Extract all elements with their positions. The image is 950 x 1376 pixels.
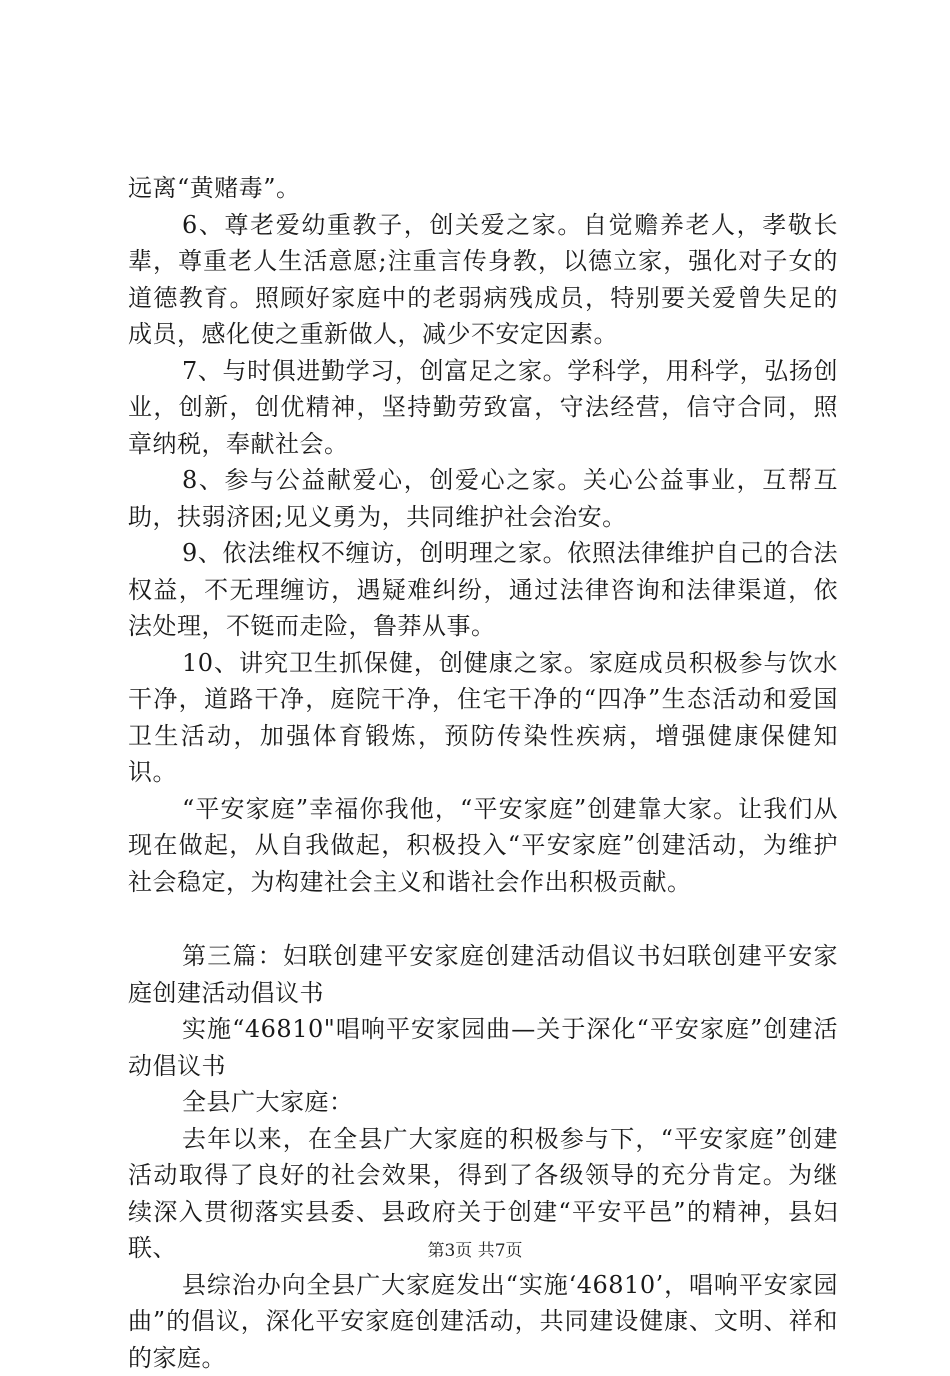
paragraph-closing: “平安家庭”幸福你我他，“平安家庭”创建靠大家。让我们从现在做起，从自我做起，积极投入“平安家庭”创建活动，为维护社会稳定，为构建社会主义和谐社会作出积极贡献。 xyxy=(128,791,838,901)
page-footer: 第3页 共7页 xyxy=(0,1236,950,1261)
paragraph-item-6: 6、尊老爱幼重教子，创关爱之家。自觉赡养老人，孝敬长辈，尊重老人生活意愿;注重言传身教，以德立家，强化对子女的道德教育。照顾好家庭中的老弱病残成员，特别要关爱曾失足的成员，感化使之重新做人，减少不安定因素。 xyxy=(128,207,838,353)
paragraph-proposal: 县综治办向全县广大家庭发出“实施‘46810’，唱响平安家园曲”的倡议，深化平安家庭创建活动，共同建设健康、文明、祥和的家庭。 xyxy=(128,1267,838,1376)
section-heading: 第三篇：妇联创建平安家庭创建活动倡议书妇联创建平安家庭创建活动倡议书 xyxy=(128,938,838,1011)
salutation: 全县广大家庭： xyxy=(128,1084,838,1121)
document-title: 实施“46810"唱响平安家园曲—关于深化“平安家庭”创建活动倡议书 xyxy=(128,1011,838,1084)
paragraph-continuation: 远离“黄赌毒”。 xyxy=(128,170,838,207)
document-body xyxy=(128,170,838,1376)
paragraph-item-7: 7、与时俱进勤学习，创富足之家。学科学，用科学，弘扬创业，创新，创优精神，坚持勤劳致富，守法经营，信守合同，照章纳税，奉献社会。 xyxy=(128,353,838,463)
paragraph-item-10: 10、讲究卫生抓保健，创健康之家。家庭成员积极参与饮水干净，道路干净，庭院干净，住宅干净的“四净”生态活动和爱国卫生活动，加强体育锻炼，预防传染性疾病，增强健康保健知识。 xyxy=(128,645,838,791)
paragraph-item-8: 8、参与公益献爱心，创爱心之家。关心公益事业，互帮互助，扶弱济困;见义勇为，共同维护社会治安。 xyxy=(128,462,838,535)
paragraph-item-9: 9、依法维权不缠访，创明理之家。依照法律维护自己的合法权益，不无理缠访，遇疑难纠纷，通过法律咨询和法律渠道，依法处理，不铤而走险，鲁莽从事。 xyxy=(128,535,838,645)
paragraph-intro: 去年以来，在全县广大家庭的积极参与下，“平安家庭”创建活动取得了良好的社会效果，得到了各级领导的充分肯定。为继续深入贯彻落实县委、县政府关于创建“平安平邑”的精神，县妇联、 xyxy=(128,1121,838,1267)
